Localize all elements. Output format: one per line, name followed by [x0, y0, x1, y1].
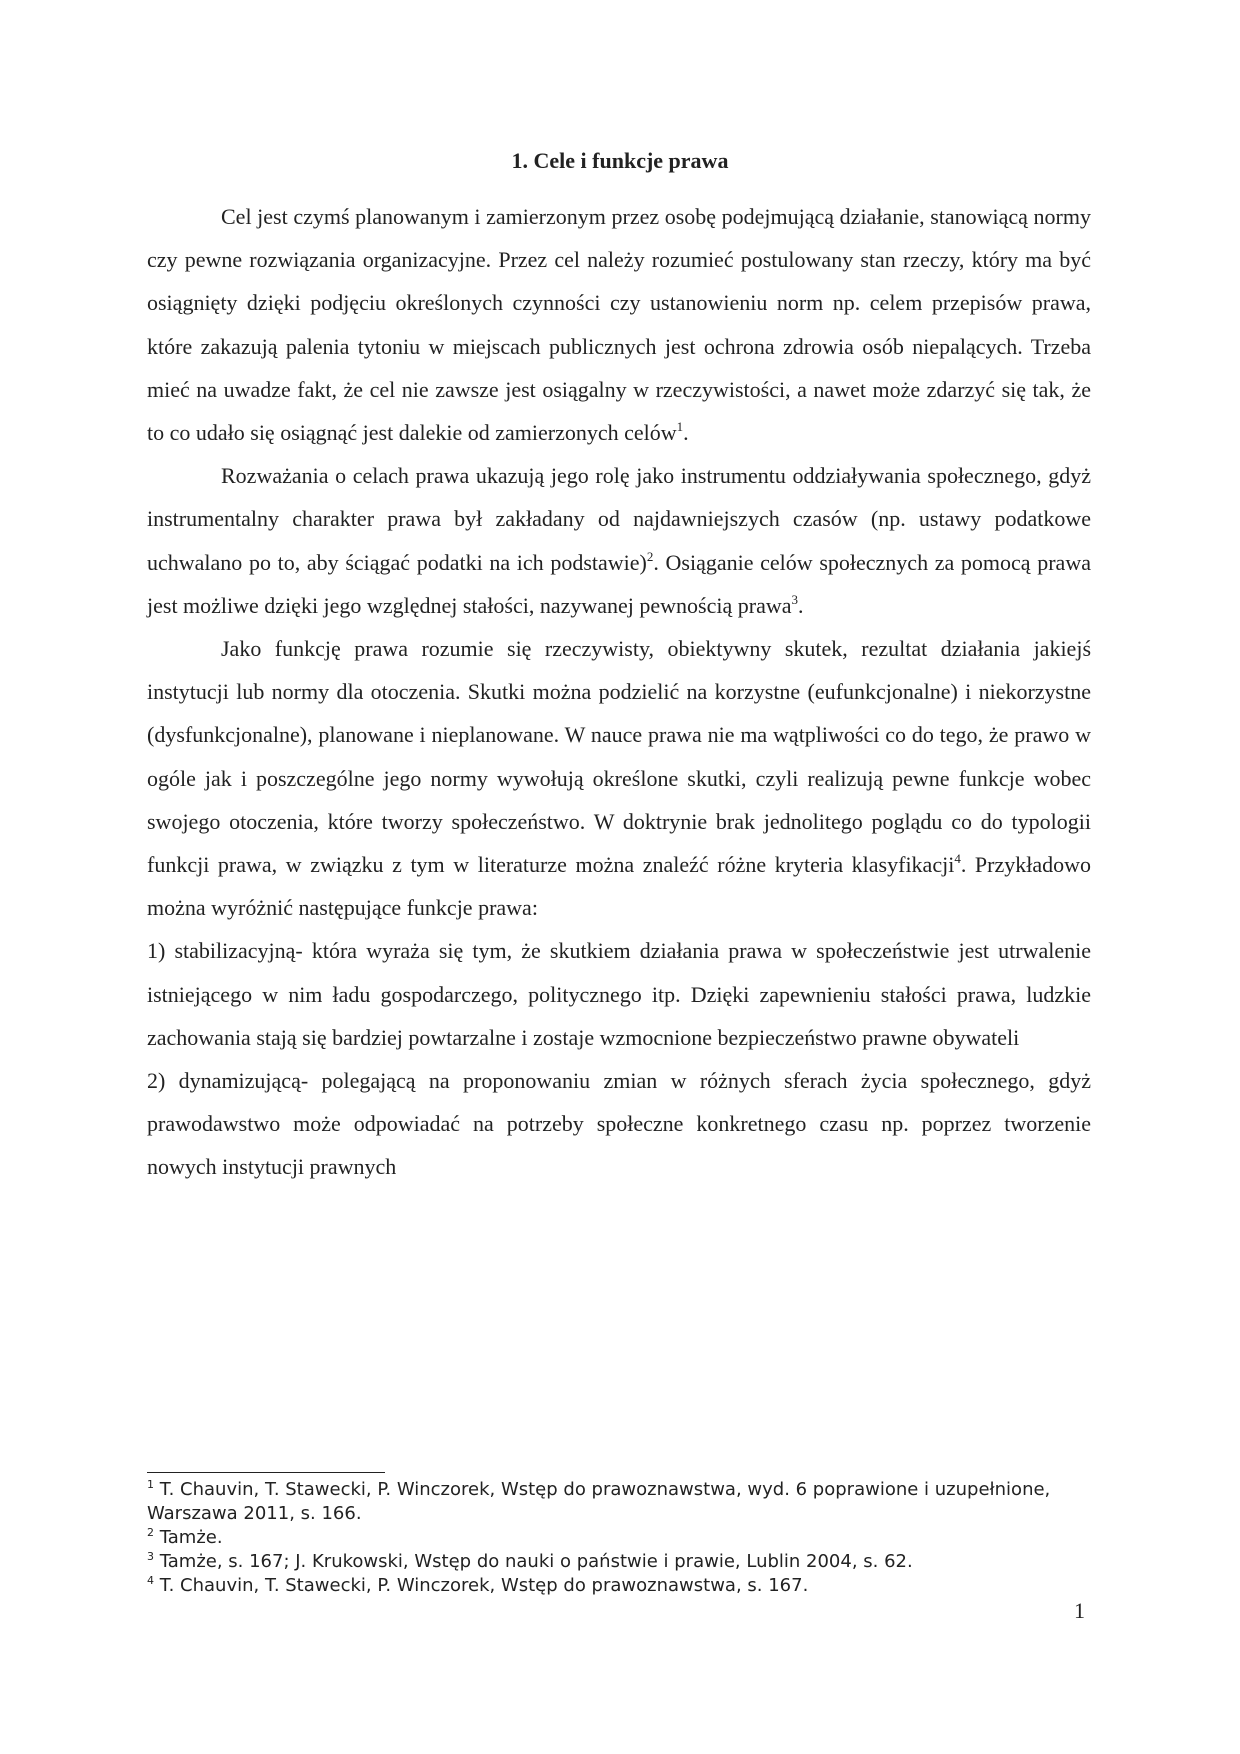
paragraph — [147, 454, 1091, 627]
paragraph-text: . — [798, 592, 804, 618]
list-item: 2) dynamizującą- polegającą na proponowaniu zmian w różnych sferach życia społecznego, gdyż prawodawstwo może odpowiadać na potrzeby społeczne konkretnego czasu np. poprzez tworzenie nowych instytucji prawnych — [147, 1068, 1091, 1180]
footnotes — [147, 1478, 1091, 1598]
footnote-ref[interactable]: 3 — [791, 591, 798, 607]
page-number: 1 — [1074, 1598, 1085, 1623]
footnote-text: T. Chauvin, T. Stawecki, P. Winczorek, Wstęp do prawoznawstwa, s. 167. — [159, 1575, 809, 1596]
footnote-number: 1 — [147, 1478, 154, 1491]
footnote — [147, 1574, 1091, 1598]
paragraph-text: Cel jest czymś planowanym i zamierzonym przez osobę podejmującą działanie, stanowiącą normy czy pewne rozwiązania organizacyjne. Przez cel należy rozumieć postulowany stan rzeczy, który ma być osiągnięty dzięki podjęciu określonych czynności czy ustanowieniu norm np. celem przepisów prawa, które zakazują palenia tytoniu w miejscach publicznych jest ochrona zdrowia osób niepalących. Trzeba mieć na uwadze fakt, że cel nie zawsze jest osiągalny w rzeczywistości, a nawet może zdarzyć się tak, że to co udało się osiągnąć jest dalekie od zamierzonych celów — [147, 204, 1091, 446]
list-item: 1) stabilizacyjną- która wyraża się tym, że skutkiem działania prawa w społeczeństwie jest utrwalenie istniejącego w nim ładu gospodarczego, politycznego itp. Dzięki zapewnieniu stałości prawa, ludzkie zachowania stają się bardziej powtarzalne i zostaje wzmocnione bezpieczeństwo prawne obywateli — [147, 938, 1091, 1050]
footnote-number: 3 — [147, 1550, 154, 1563]
paragraph-text: Rozważania o celach prawa ukazują jego rolę jako instrumentu oddziaływania społecznego, gdyż instrumentalny charakter prawa był zakładany od najdawniejszych czasów (np. ustawy podatkowe uchwalano po to, aby ściągać podatki na ich podstawie) — [147, 463, 1091, 575]
paragraph-text: . — [683, 420, 689, 446]
footnote-text: Tamże. — [159, 1527, 223, 1548]
footnote-separator — [147, 1472, 385, 1473]
footnote-ref[interactable]: 4 — [954, 851, 961, 867]
paragraph — [147, 627, 1091, 929]
footnote-text: T. Chauvin, T. Stawecki, P. Winczorek, Wstęp do prawoznawstwa, wyd. 6 poprawione i uzupełnione, Warszawa 2011, s. 166. — [147, 1479, 1051, 1524]
footnote-ref[interactable]: 2 — [646, 548, 654, 564]
paragraph-text: . Przykładowo można wyróżnić następujące funkcje prawa: — [147, 852, 1092, 921]
footnote — [147, 1526, 1091, 1550]
footnote-ref[interactable]: 1 — [676, 419, 684, 435]
footnote — [147, 1478, 1091, 1526]
section-heading: 1. Cele i funkcje prawa — [511, 148, 729, 173]
paragraph-text: Jako funkcję prawa rozumie się rzeczywisty, obiektywny skutek, rezultat działania jakiejś instytucji lub normy dla otoczenia. Skutki można podzielić na korzystne (eufunkcjonalne) i niekorzystne (dysfunkcjonalne), planowane i nieplanowane. W nauce prawa nie ma wątpliwości co do tego, że prawo w ogóle jak i poszczególne jego normy wywołują określone skutki, czyli realizują pewne funkcje wobec swojego otoczenia, które tworzy społeczeństwo. W doktrynie brak jednolitego poglądu co do typologii funkcji prawa, w związku z tym w literaturze można znaleźć różne kryteria klasyfikacji — [147, 636, 1091, 878]
footnote-text: Tamże, s. 167; J. Krukowski, Wstęp do nauki o państwie i prawie, Lublin 2004, s. 62. — [159, 1551, 913, 1572]
paragraph — [147, 195, 1091, 454]
footnote — [147, 1550, 1091, 1574]
body-text — [147, 195, 1091, 1189]
footnote-number: 4 — [147, 1574, 154, 1587]
footnote-number: 2 — [147, 1526, 154, 1539]
paragraph-text: . Osiąganie celów społecznych za pomocą prawa jest możliwe dzięki jego względnej stałości, nazywanej pewnością prawa — [147, 549, 1091, 618]
